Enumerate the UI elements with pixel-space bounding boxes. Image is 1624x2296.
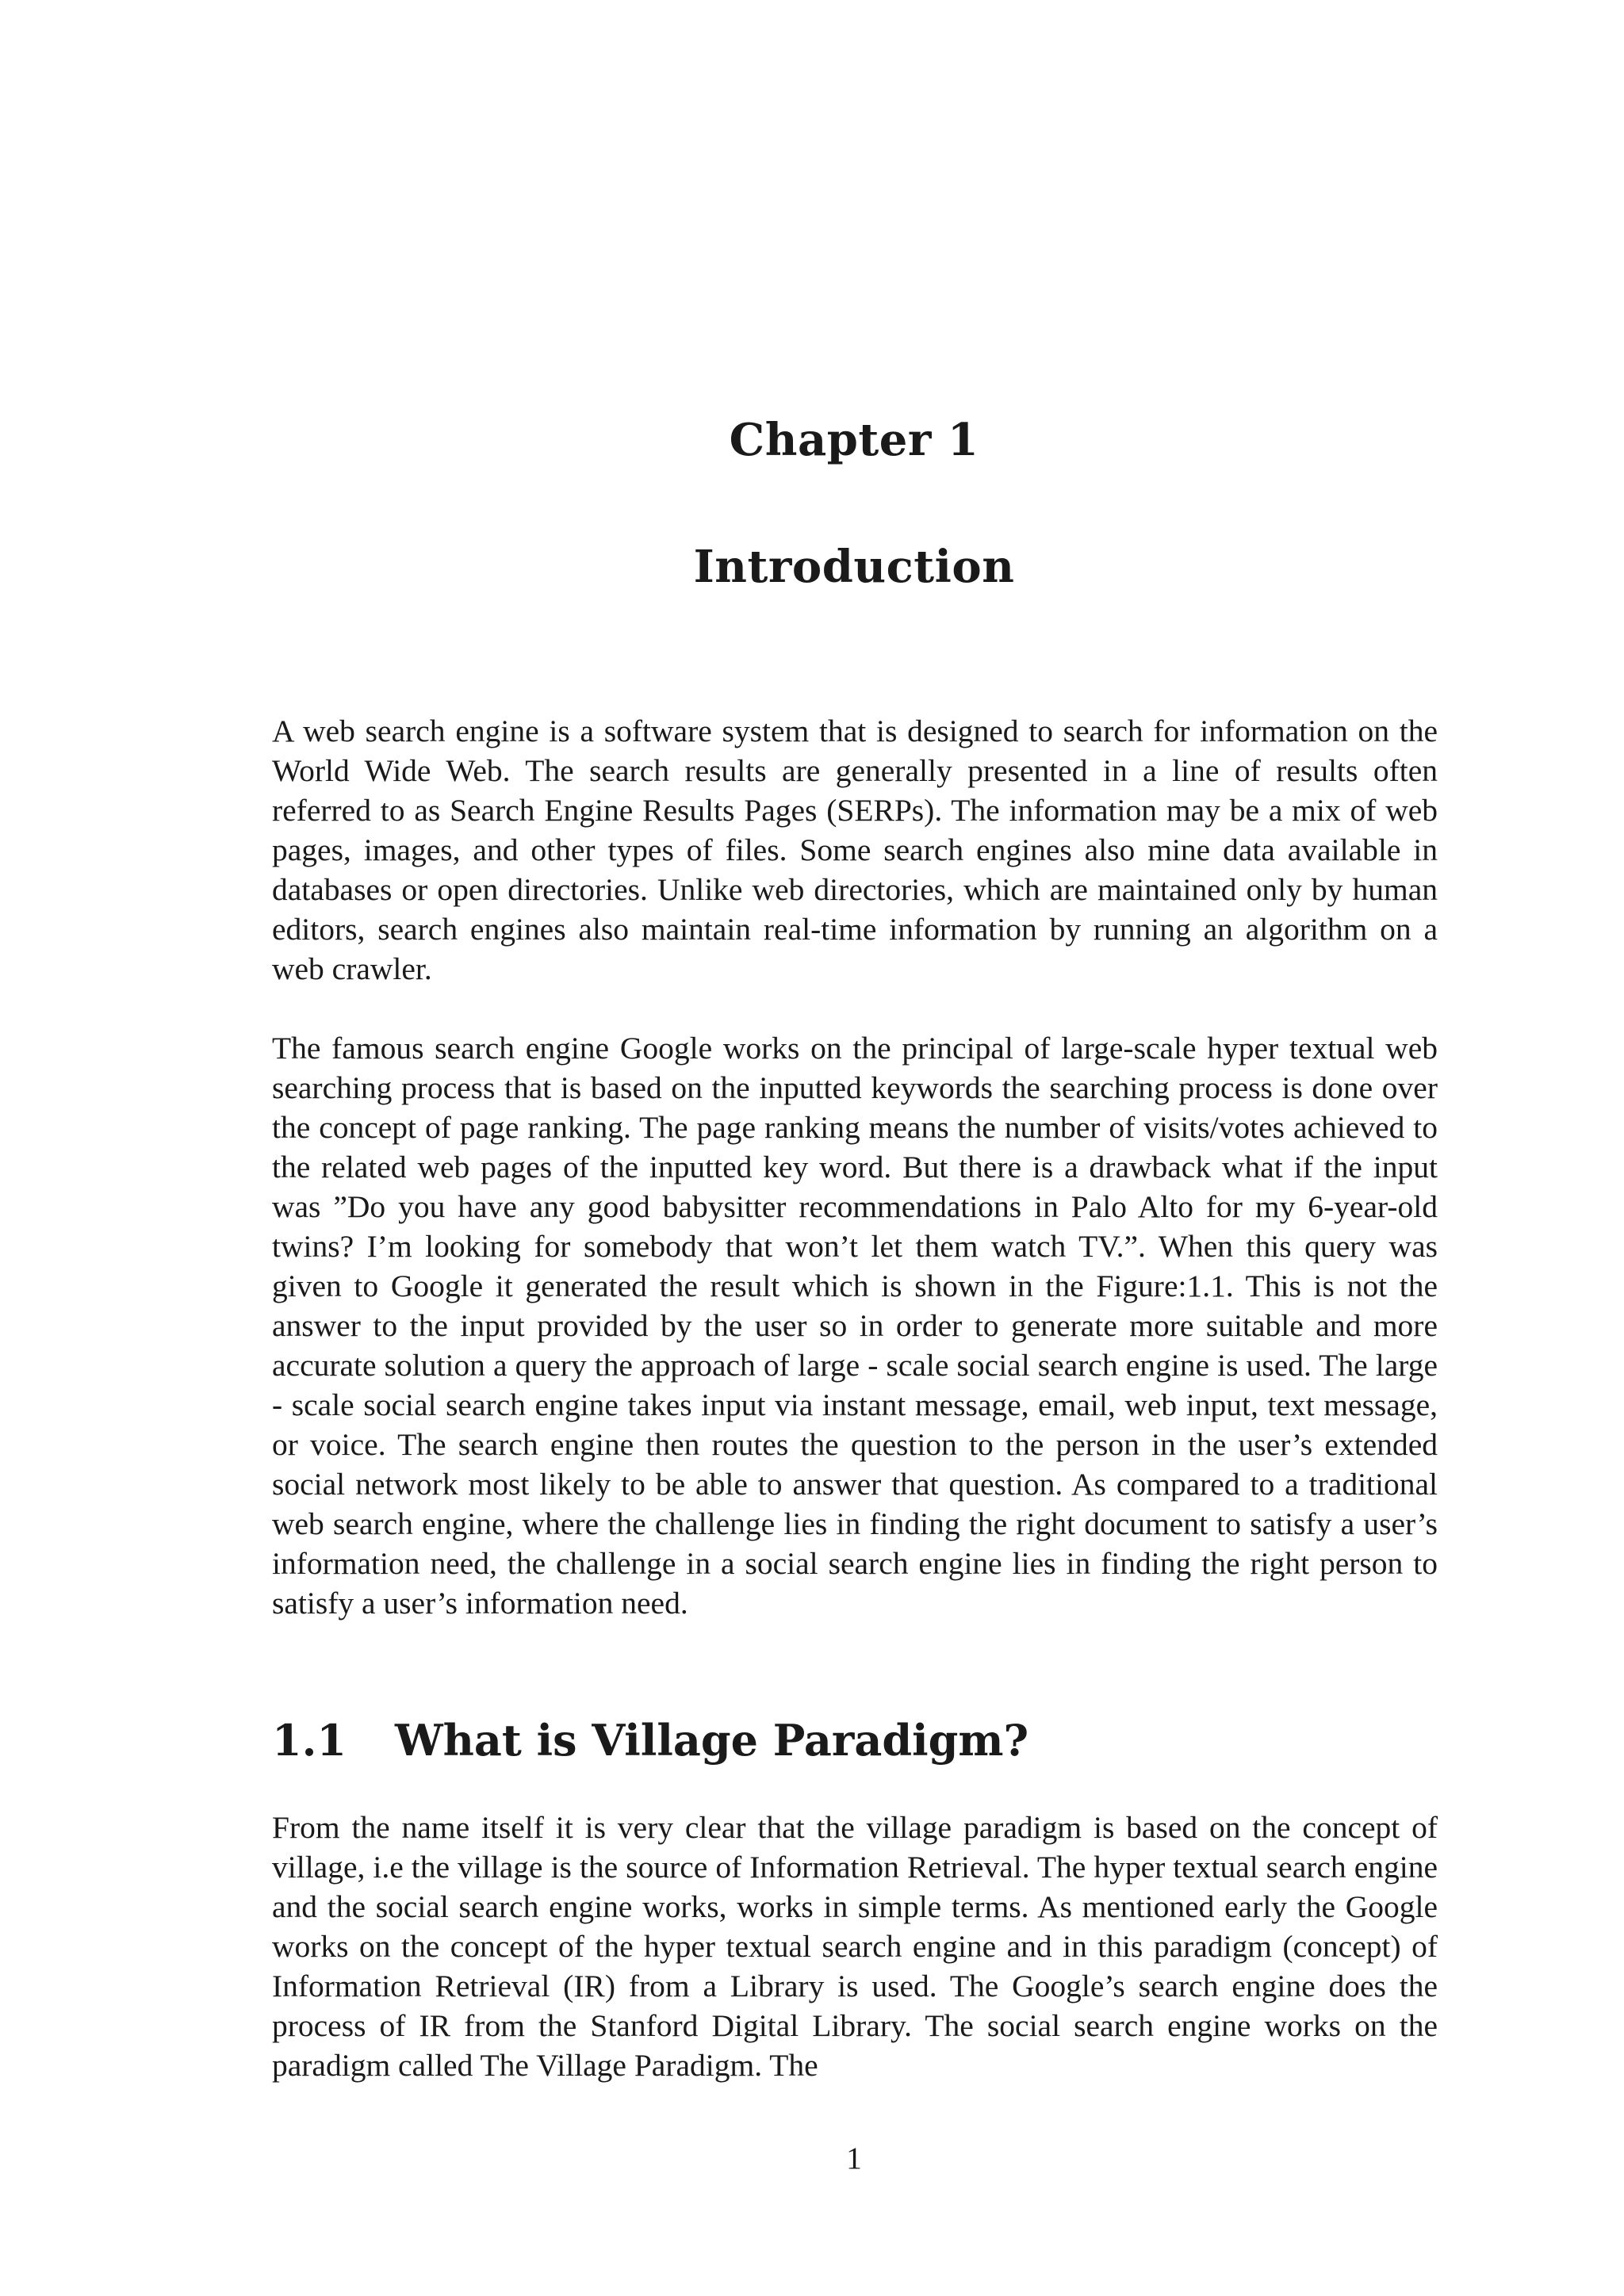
page-number: 1 <box>846 2141 862 2175</box>
chapter-title: Introduction <box>693 541 1015 593</box>
paragraph-intro: A web search engine is a software system that is designed to search for information on the World Wide Web. The search results are generally presented in a line of results often referred to as Search Engine Results Pages (SERPs). The information may be a mix of web pages, images, and other types of files. Some search engines also mine data available in databases or open directories. Unlike web directories, which are maintained only by human editors, search engines also maintain real-time information by running an algorithm on a web crawler. <box>272 714 1438 986</box>
chapter-label: Chapter 1 <box>729 414 979 466</box>
paragraph-google: The famous search engine Google works on the principal of large-scale hyper textual web searching process that is based on the inputted keywords the searching process is done over the concept of page ranking. The page ranking means the number of visits/votes achieved to the related web pages of the inputted key word. But there is a drawback what if the input was ”Do you have any good babysitter recommendations in Palo Alto for my 6-year-old twins? I’m looking for somebody that won’t let them watch TV.”. When this query was given to Google it generated the result which is shown in the Figure:1.1. This is not the answer to the input provided by the user so in order to generate more suitable and more accurate solution a query the approach of large - scale social search engine is used. The large - scale social search engine takes input via instant message, email, web input, text message, or voice. The search engine then routes the question to the person in the user’s extended social network most likely to be able to answer that question. As compared to a traditional web search engine, where the challenge lies in finding the right document to satisfy a user’s information need, the challenge in a social search engine lies in finding the right person to satisfy a user’s information need. <box>272 1031 1438 1621</box>
paragraph-village-paradigm: From the name itself it is very clear that the village paradigm is based on the concept of village, i.e the village is the source of Information Retrieval. The hyper textual search engine and the social search engine works, works in simple terms. As mentioned early the Google works on the concept of the hyper textual search engine and in this paradigm (concept) of Information Retrieval (IR) from a Library is used. The Google’s search engine does the process of IR from the Stanford Digital Library. The social search engine works on the paradigm called The Village Paradigm. The <box>272 1810 1438 2083</box>
section-heading <box>272 1712 1438 1768</box>
section-title: What is Village Paradigm? <box>395 1715 1029 1766</box>
section-number: 1.1 <box>272 1715 347 1766</box>
